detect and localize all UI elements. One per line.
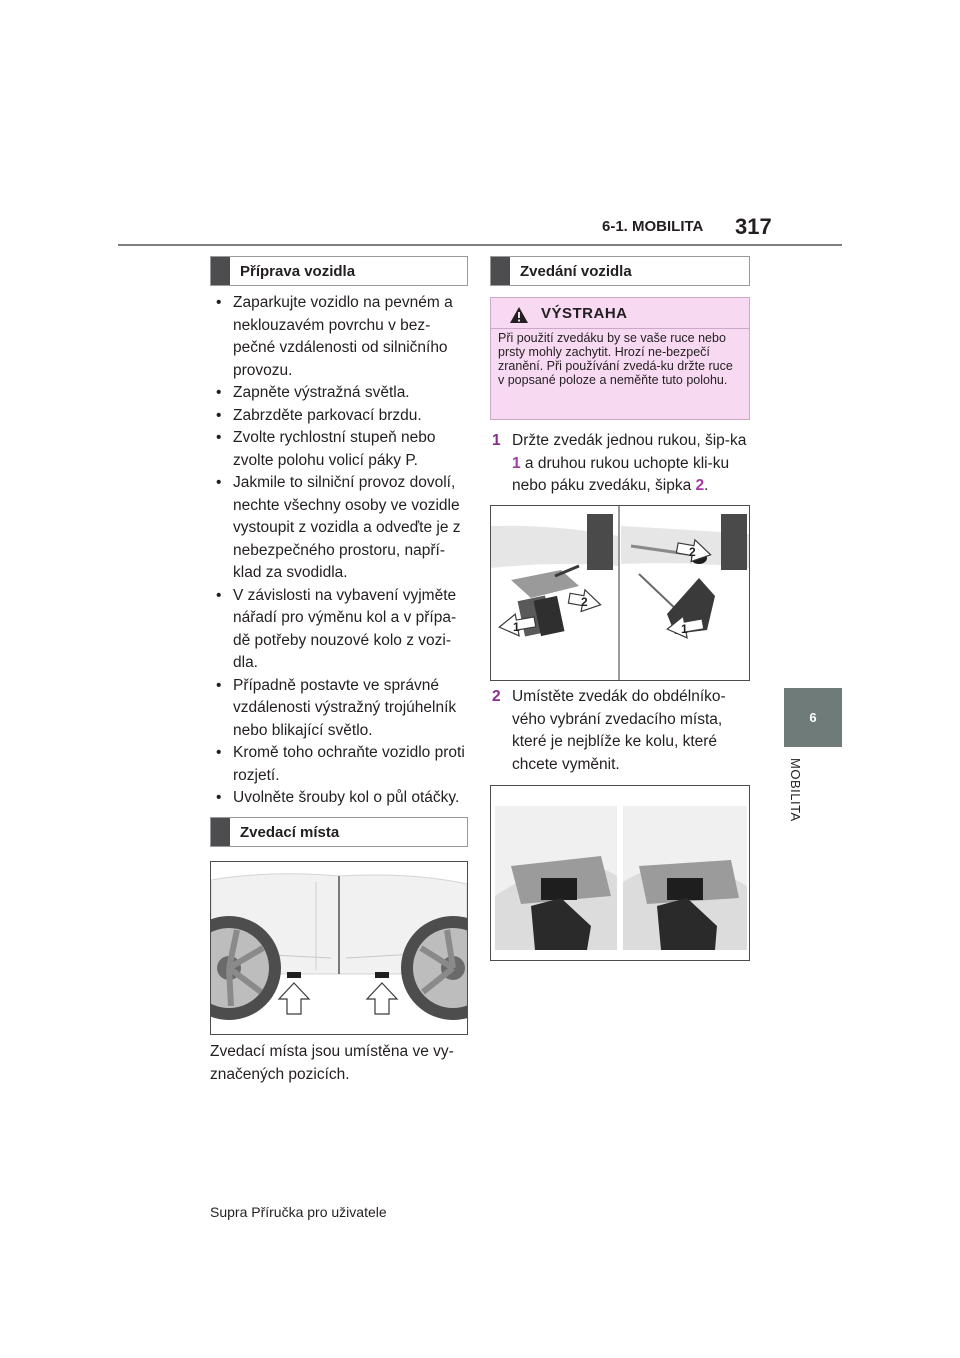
section-heading-marker [211, 257, 230, 285]
list-item [490, 430, 754, 498]
step-text: . [704, 477, 709, 494]
jack-usage-figure [490, 505, 750, 681]
figure-caption: Zvedací místa jsou umístěna ve vy-značených pozicích. [210, 1043, 454, 1083]
list-item: • Zaparkujte vozidlo na pevném a neklouzavém povrchu v bez-pečné vzdálenosti od silničního provozu. [210, 292, 472, 382]
section-heading-marker [211, 818, 230, 846]
step-number: 1 [492, 432, 501, 449]
reference-arrow-2: 2 [695, 477, 705, 494]
step-1 [490, 430, 754, 498]
figure-label-2a: 2 [581, 595, 588, 609]
list-item: • Jakmile to silniční provoz dovolí, nechte všechny osoby ve vozidle vystoupit z vozidla a odveďte je z nebezpečného prostoru, napří-klad za svodidla. [210, 472, 472, 585]
lift-points-illustration [211, 862, 467, 1034]
list-item: • Zapněte výstražná světla. [210, 382, 472, 405]
jack-placement-illustration [491, 786, 749, 960]
warning-triangle-icon [509, 306, 529, 324]
step-text: a druhou rukou uchopte kli-ku nebo páku zvedáku, šipka [512, 454, 730, 494]
section-heading-lifting [490, 256, 750, 286]
list-item: • Kromě toho ochraňte vozidlo proti rozjetí. [210, 742, 472, 787]
warning-text: Při použití zvedáku by se vaše ruce nebo prsty mohly zachytit. Hrozí ne-bezpečí zranění. Při používání zvedá-ku držte ruce v popsané poloze a neměňte tuto polohu. [498, 331, 733, 387]
footer-text: Supra Příručka pro uživatele [210, 1204, 387, 1220]
step-number: 2 [492, 688, 501, 705]
section-heading-text: Zvedací místa [240, 823, 340, 841]
warning-box [490, 297, 750, 420]
list-item: • Případně postavte ve správné vzdálenosti výstražný trojúhelník nebo blikající světlo. [210, 675, 472, 743]
jack-usage-illustration [491, 506, 749, 680]
preparation-list [210, 292, 472, 810]
warning-title: VÝSTRAHA [541, 305, 628, 322]
section-heading-preparation [210, 256, 468, 286]
figure-label-1b: 1 [681, 622, 688, 636]
list-item [490, 686, 754, 776]
list-item: • Uvolněte šrouby kol o půl otáčky. [210, 787, 472, 810]
section-heading-lift-points [210, 817, 468, 847]
list-item: • Zabrzděte parkovací brzdu. [210, 405, 472, 428]
figure-label-1a: 1 [513, 620, 520, 634]
list-item: • Zvolte rychlostní stupeň nebo zvolte polohu volicí páky P. [210, 427, 472, 472]
section-heading-text: Zvedání vozidla [520, 262, 632, 280]
list-item: • V závislosti na vybavení vyjměte nářadí pro výměnu kol a v přípa-dě potřeby nouzové kolo z vozi-dla. [210, 585, 472, 675]
reference-arrow-1: 1 [512, 454, 521, 472]
section-heading-text: Příprava vozidla [240, 262, 356, 280]
chapter-label-text: MOBILITA [788, 758, 803, 822]
figure-label-2b: 2 [689, 545, 696, 559]
header-divider [118, 244, 842, 246]
step-text: Držte zvedák jednou rukou, šip-ka [512, 432, 747, 449]
page-number: 317 [735, 214, 772, 239]
jack-placement-figure [490, 785, 750, 961]
running-header-section: 6-1. MOBILITA [602, 218, 704, 235]
chapter-label [770, 758, 830, 848]
step-text: Umístěte zvedák do obdélníko-vého vybrání zvedacího místa, které je nejblíže ke kolu, které chcete vyměnit. [512, 688, 726, 773]
warning-divider [491, 328, 749, 329]
step-2 [490, 686, 754, 776]
section-heading-marker [491, 257, 510, 285]
chapter-tab[interactable]: 6 [784, 688, 842, 747]
lift-points-figure [210, 861, 468, 1035]
